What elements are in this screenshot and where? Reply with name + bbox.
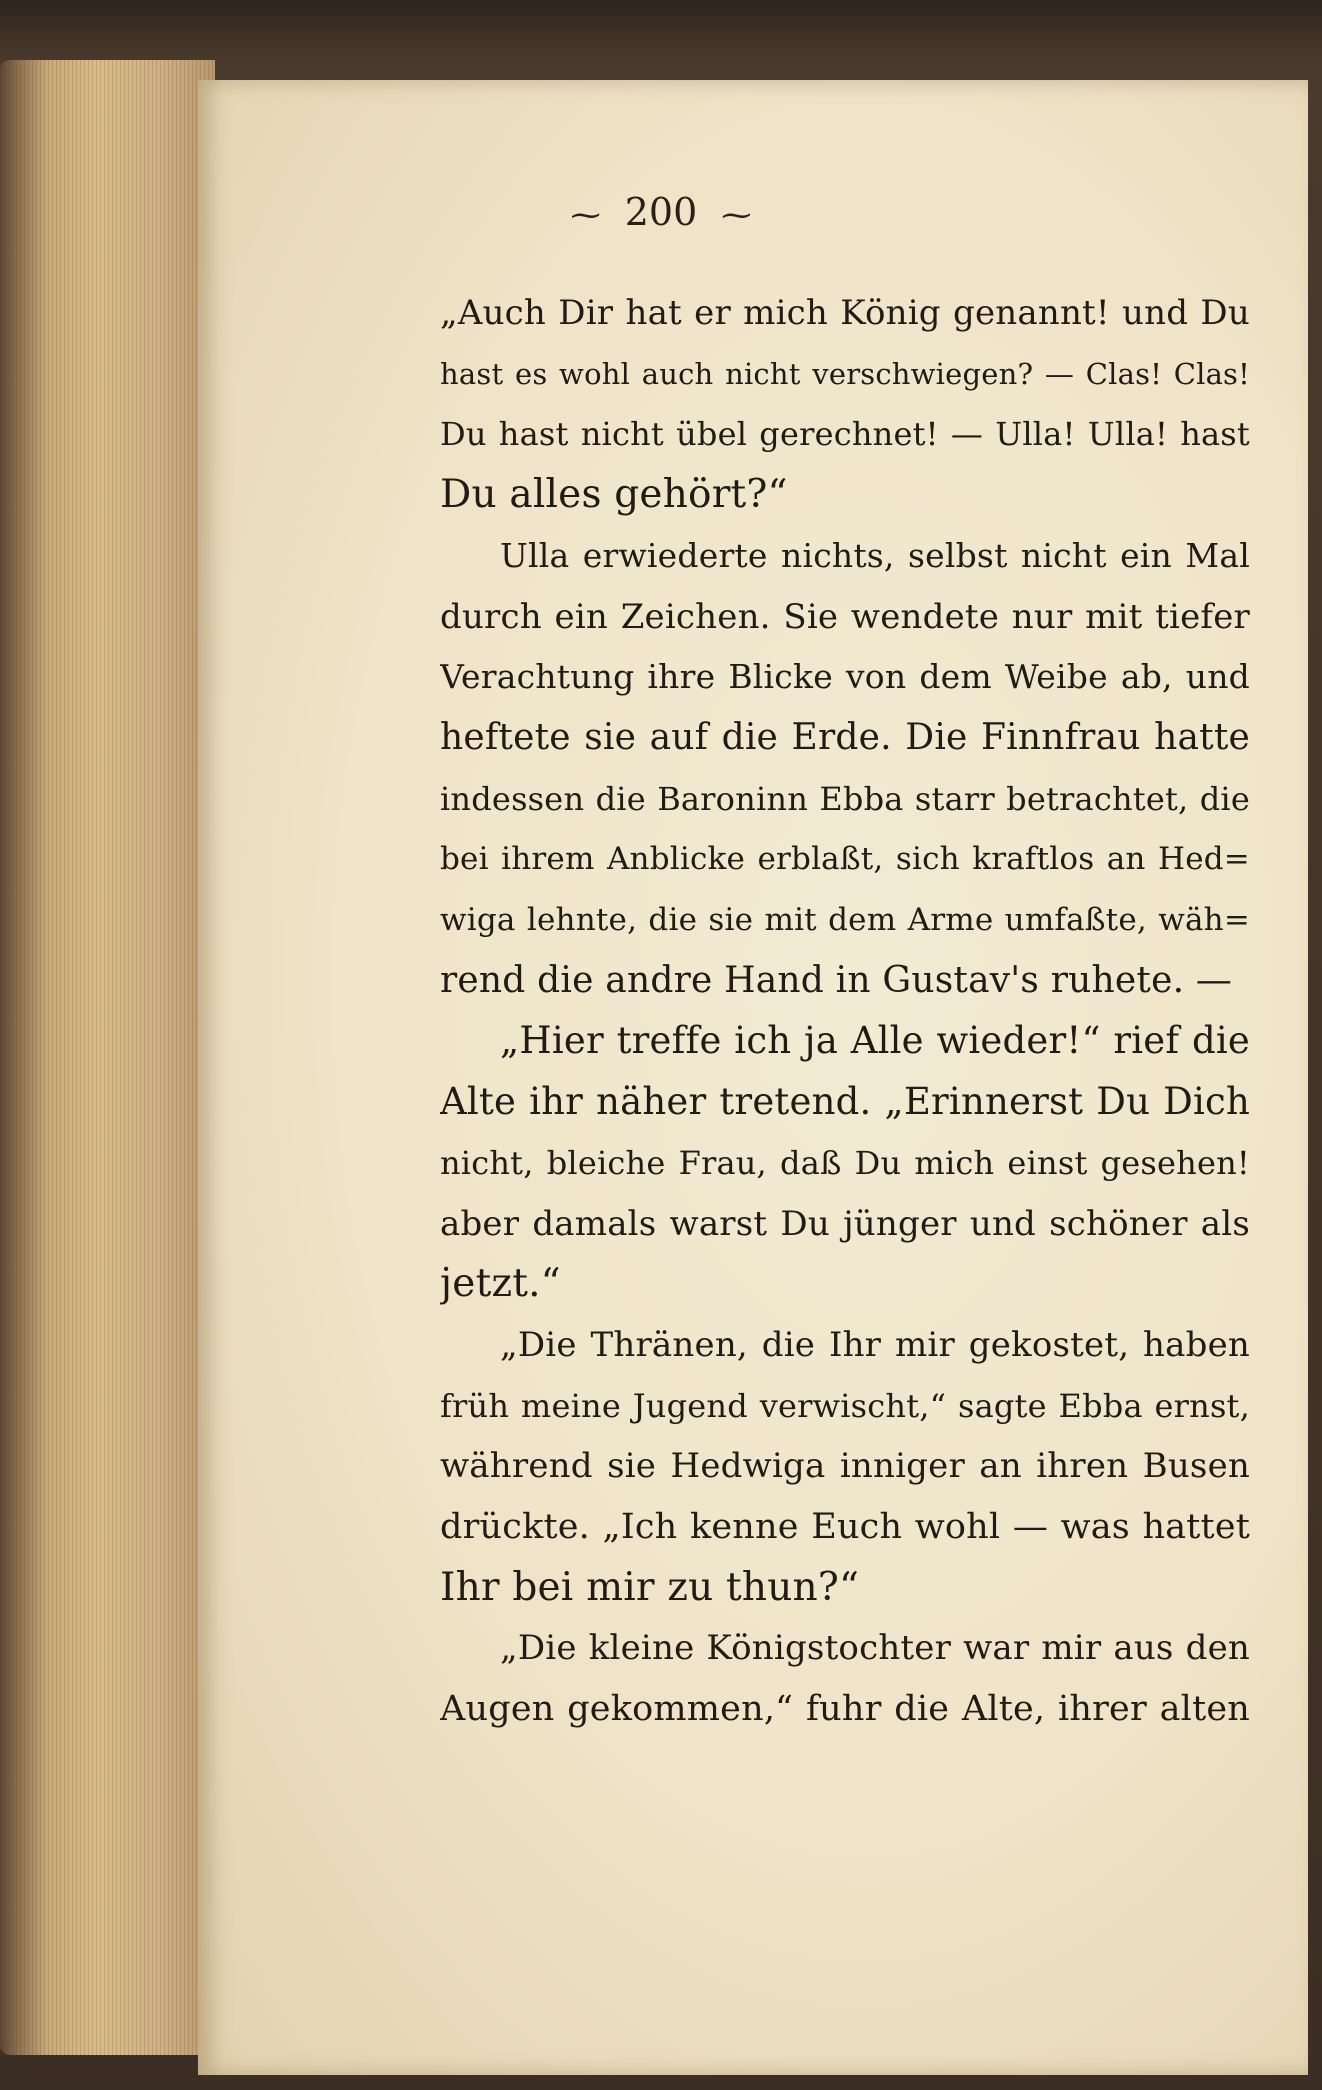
text-line: jetzt.“ (440, 1261, 561, 1307)
text-line: „Die Thränen, die Ihr mir gekostet, haben (500, 1324, 1250, 1365)
text-line: „Die kleine Königstochter war mir aus den (500, 1628, 1250, 1669)
text-line: bei ihrem Anblicke erblaßt, sich kraftlos an Hed= (440, 841, 1250, 878)
text-line: „Auch Dir hat er mich König genannt! und Du (440, 293, 1250, 333)
text-line: Ihr bei mir zu thun?“ (440, 1564, 860, 1610)
text-line: hast es wohl auch nicht verschwiegen? — Clas! Clas! (440, 356, 1250, 391)
text-line: rend die andre Hand in Gustav's ruhete. — (440, 959, 1233, 1001)
text-line: Augen gekommen,“ fuhr die Alte, ihrer alten (440, 1689, 1250, 1730)
page-edges (0, 60, 215, 2055)
text-line: Verachtung ihre Blicke von dem Weibe ab, und (440, 657, 1250, 697)
flourish-left-icon: ⁓ (570, 198, 601, 233)
text-line: durch ein Zeichen. Sie wendete nur mit tiefer (440, 596, 1250, 637)
text-line: drückte. „Ich kenne Euch wohl — was hattet (440, 1507, 1250, 1548)
text-line: aber damals warst Du jünger und schöner als (440, 1203, 1250, 1244)
flourish-right-icon: ⁓ (721, 198, 752, 233)
page-number: 200 (624, 190, 698, 234)
text-line: indessen die Baroninn Ebba starr betrachtet, die (440, 779, 1250, 818)
text-line: Alte ihr näher tretend. „Erinnerst Du Dich (440, 1080, 1250, 1124)
text-line: nicht, bleiche Frau, daß Du mich einst gesehen! (440, 1143, 1250, 1182)
text-line: früh meine Jugend verwischt,“ sagte Ebba ernst, (440, 1386, 1250, 1425)
text-line: Ulla erwiederte nichts, selbst nicht ein Mal (500, 535, 1250, 575)
page-header (0, 190, 1322, 234)
text-line: Du alles gehört?“ (440, 472, 788, 518)
body-text (440, 283, 1250, 1740)
text-line: Du hast nicht übel gerechnet! — Ulla! Ulla! hast (440, 415, 1250, 454)
text-line: heftete sie auf die Erde. Die Finnfrau hatte (440, 716, 1250, 758)
text-line: wiga lehnte, die sie mit dem Arme umfaßte, wäh= (440, 902, 1250, 939)
text-line: während sie Hedwiga inniger an ihren Busen (440, 1446, 1250, 1487)
text-line: „Hier treffe ich ja Alle wieder!“ rief die (500, 1019, 1250, 1063)
